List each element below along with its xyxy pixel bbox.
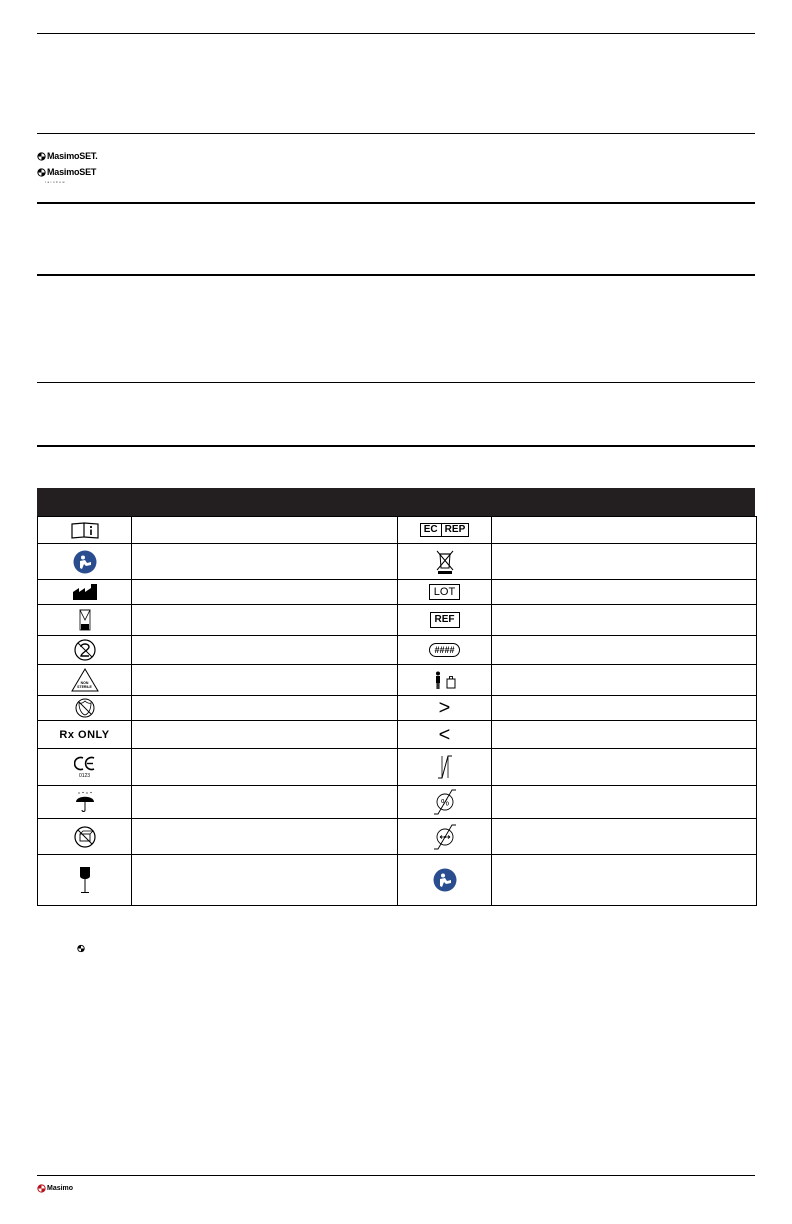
table-row [38,786,757,819]
follow-instructions-icon-2 [433,868,457,892]
symbols-table-header [37,488,755,516]
table-row [38,580,757,605]
symbol-cell [398,544,492,580]
manufacturer-icon [72,584,98,600]
follow-instructions-icon [73,550,97,574]
table-row [38,517,757,544]
description-cell [132,665,398,696]
symbol-cell [38,636,132,665]
ref-icon: REF [430,612,460,628]
use-by-hourglass-icon [79,609,91,631]
ce-mark-icon [74,756,96,771]
symbol-cell [398,517,492,544]
symbol-cell [38,696,132,721]
divider-4 [37,274,755,276]
humidity-limit-icon [432,788,458,816]
divider-5 [37,382,755,383]
description-cell [132,636,398,665]
symbol-cell: NON STERILE [38,665,132,696]
masimo-swirl-icon [37,168,46,177]
description-cell [492,696,757,721]
rx-only-icon: Rx ONLY [59,728,110,741]
symbol-cell [38,605,132,636]
description-cell [492,580,757,605]
table-row [38,721,757,749]
temperature-limit-icon [435,754,455,780]
description-cell [492,605,757,636]
do-not-use-if-damaged-icon [74,826,96,848]
description-cell [132,696,398,721]
keep-dry-icon [74,791,96,813]
quantity-icon: #### [429,643,459,657]
atmospheric-pressure-icon [432,823,458,851]
symbol-cell [398,665,492,696]
symbol-cell [398,696,492,721]
body-weight-icon [433,671,457,689]
masimo-set-rainbow-logo [37,167,96,177]
masimo-swirl-icon [37,152,46,161]
do-not-reuse-icon [74,639,96,661]
table-row [38,636,757,665]
masimo-set-logo-text: MasimoSET. [47,151,98,161]
symbol-cell [398,819,492,855]
masimo-swirl-icon [77,944,85,953]
table-row [38,605,757,636]
description-cell [132,721,398,749]
fragile-icon [78,866,92,894]
divider-3 [37,202,755,204]
svg-text:%: % [440,797,449,808]
description-cell [492,855,757,906]
symbol-cell [38,819,132,855]
description-cell [492,517,757,544]
description-cell [492,544,757,580]
symbol-cell [398,855,492,906]
description-cell [492,749,757,786]
masimo-set-rainbow-logo-text: MasimoSET [47,167,97,177]
table-row [38,665,757,696]
latex-free-icon [75,698,95,718]
description-cell [132,544,398,580]
symbols-table [37,516,757,906]
symbol-cell [398,605,492,636]
divider-6 [37,445,755,447]
description-cell [132,855,398,906]
table-row [38,749,757,786]
table-row [38,544,757,580]
symbol-cell [398,580,492,605]
description-cell [492,665,757,696]
greater-than-icon: > [438,697,451,719]
masimo-footer-logo [37,1184,73,1193]
less-than-icon: < [438,723,451,746]
notified-body-number: 0123 [78,772,91,779]
description-cell [132,786,398,819]
symbol-cell [398,721,492,749]
symbol-cell [38,786,132,819]
symbol-cell [38,517,132,544]
masimo-set-logo [37,151,98,161]
symbol-cell [398,636,492,665]
table-row [38,696,757,721]
footer-divider [37,1175,755,1176]
symbol-cell [398,749,492,786]
ec-rep-icon: EC REP [398,523,491,537]
symbol-cell [38,855,132,906]
description-cell [492,636,757,665]
description-cell [132,819,398,855]
symbol-cell [398,786,492,819]
description-cell [132,749,398,786]
description-cell [492,819,757,855]
lot-icon: LOT [429,584,460,600]
consult-instructions-icon [71,522,99,539]
description-cell [492,786,757,819]
rainbow-subtext: rainbow [45,180,67,184]
divider-2 [37,133,755,134]
table-row [38,819,757,855]
description-cell [132,605,398,636]
description-cell [132,580,398,605]
symbol-cell [38,580,132,605]
description-cell [132,517,398,544]
description-cell [492,721,757,749]
divider-1 [37,33,755,34]
symbol-cell [38,544,132,580]
symbol-cell [38,749,132,786]
symbol-cell [38,721,132,749]
weee-bin-icon [435,549,455,575]
table-row [38,855,757,906]
masimo-swirl-icon [37,1184,46,1193]
masimo-footer-text: Masimo [47,1185,74,1192]
